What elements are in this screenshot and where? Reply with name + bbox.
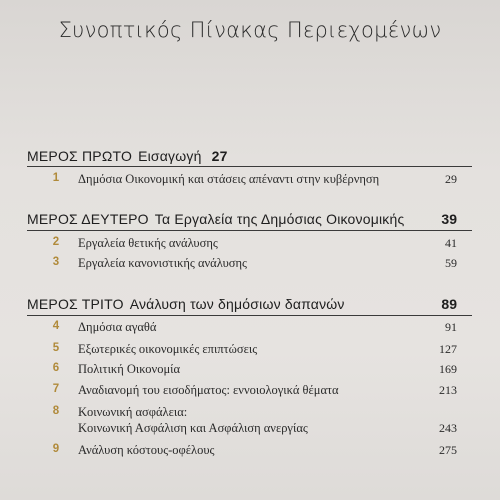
chapter-title: Εργαλεία κανονιστικής ανάλυσης	[78, 256, 247, 270]
chapter-number: 8	[52, 405, 60, 417]
chapter-subtitle: Κοινωνική Ασφάλιση και Ασφάλιση ανεργίας	[78, 421, 308, 435]
chapter-number: 6	[52, 362, 60, 374]
part-label: ΜΕΡΟΣ ΔΕΥΤΕΡΟ	[27, 211, 149, 227]
part-page: 39	[441, 211, 457, 227]
chapter-page: 29	[445, 172, 457, 186]
part-page: 89	[441, 296, 457, 312]
chapter-title: Ανάλυση κόστους-οφέλους	[78, 443, 215, 457]
chapter-number: 7	[52, 383, 60, 395]
chapter-title: Δημόσια αγαθά	[78, 320, 157, 334]
part-label: ΜΕΡΟΣ ΤΡΙΤΟ	[27, 296, 124, 312]
chapter-title: Δημόσια Οικονομική και στάσεις απέναντι στην κυβέρνηση	[78, 172, 380, 186]
divider	[27, 315, 472, 316]
part-title: Εισαγωγή	[138, 148, 202, 164]
chapter-title: Πολιτική Οικονομία	[78, 362, 181, 376]
chapter-number: 3	[52, 256, 60, 268]
chapter-title: Εργαλεία θετικής ανάλυσης	[78, 236, 218, 250]
chapter-title: Αναδιανομή του εισοδήματος: εννοιολογικά θέματα	[78, 383, 339, 397]
page-title: Συνοπτικός Πίνακας Περιεχομένων	[58, 18, 442, 42]
chapter-number: 4	[52, 320, 60, 332]
divider	[27, 230, 472, 231]
chapter-page: 275	[439, 443, 457, 457]
chapter-number: 9	[52, 443, 60, 455]
chapter-page: 59	[445, 256, 457, 270]
chapter-page: 213	[439, 383, 457, 397]
part-label: ΜΕΡΟΣ ΠΡΩΤΟ	[27, 148, 133, 164]
chapter-number: 1	[52, 172, 60, 184]
chapter-title: Κοινωνική ασφάλεια:	[78, 405, 188, 419]
part-title: Ανάλυση των δημόσιων δαπανών	[129, 296, 345, 312]
chapter-page: 127	[439, 342, 457, 356]
divider	[27, 166, 472, 167]
part-page: 27	[211, 148, 228, 164]
part-title: Τα Εργαλεία της Δημόσιας Οικονομικής	[154, 211, 405, 227]
chapter-number: 5	[52, 342, 60, 354]
chapter-page: 41	[445, 236, 457, 250]
chapter-page: 243	[439, 421, 457, 435]
chapter-page: 169	[439, 362, 457, 376]
chapter-title: Εξωτερικές οικονομικές επιπτώσεις	[78, 342, 258, 356]
chapter-number: 2	[52, 236, 60, 248]
chapter-page: 91	[445, 320, 457, 334]
